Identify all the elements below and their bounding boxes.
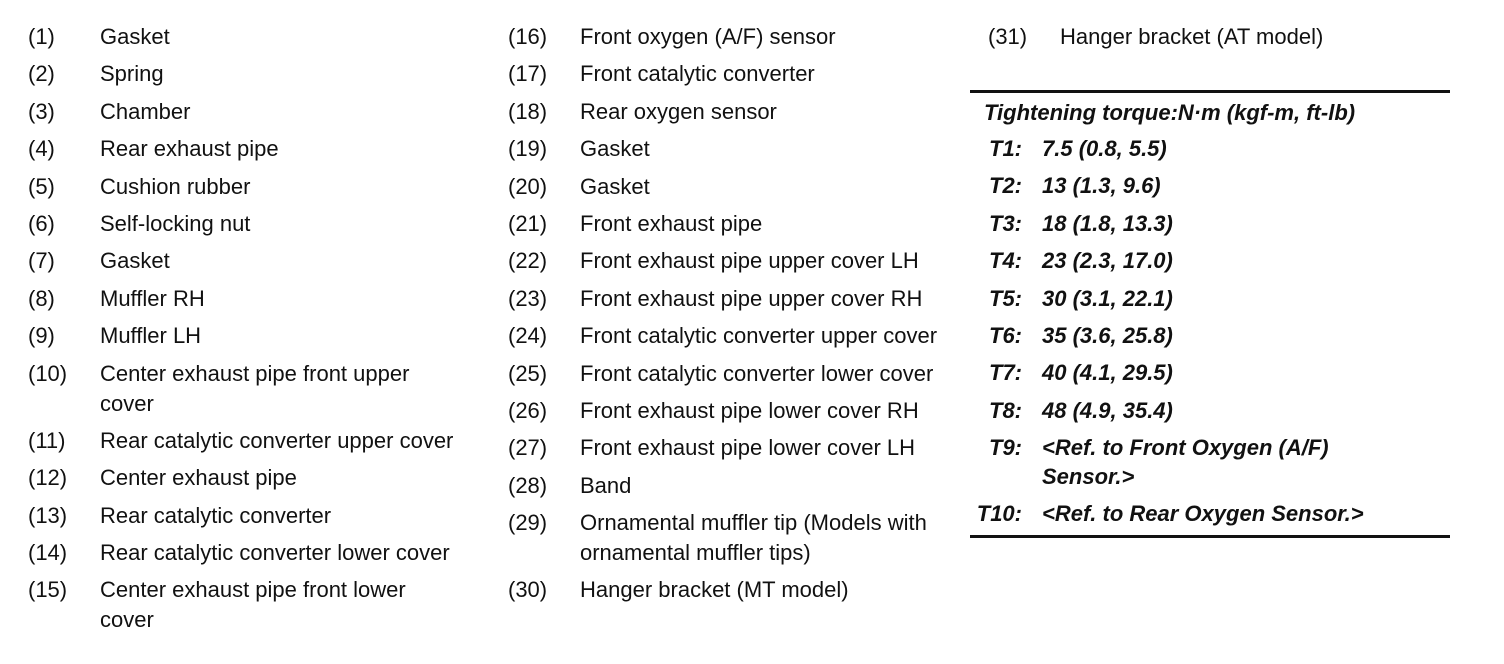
part-name: Gasket — [100, 248, 170, 274]
part-number: (18) — [508, 98, 548, 124]
part-row — [28, 426, 498, 456]
part-number: (10) — [28, 360, 68, 386]
part-name: Rear exhaust pipe — [100, 136, 279, 162]
part-number: (5) — [28, 173, 55, 199]
torque-key: T7: — [989, 360, 1022, 386]
part-name: Front catalytic converter lower cover — [580, 360, 934, 386]
part-number: (30) — [508, 577, 548, 603]
part-row — [508, 359, 968, 389]
torque-value: 13 (1.3, 9.6) — [1042, 173, 1161, 199]
part-row — [508, 97, 968, 127]
torque-key: T3: — [989, 210, 1022, 236]
part-number: (13) — [28, 502, 68, 528]
part-row — [28, 246, 498, 276]
torque-value: 40 (4.1, 29.5) — [1042, 360, 1173, 386]
part-name: Front exhaust pipe upper cover LH — [580, 248, 919, 274]
torque-row — [970, 171, 1450, 201]
part-name: Rear catalytic converter upper cover — [100, 427, 454, 453]
torque-key: T8: — [989, 397, 1022, 423]
part-name: Center exhaust pipe — [100, 465, 297, 491]
parts-list-column-2 — [508, 22, 968, 613]
part-number: (11) — [28, 427, 66, 453]
part-row — [508, 471, 968, 501]
part-number: (12) — [28, 465, 68, 491]
part-row — [28, 97, 498, 127]
part-row — [508, 508, 968, 568]
part-number: (23) — [508, 285, 548, 311]
parts-list-column-1 — [28, 22, 498, 643]
part-row — [28, 463, 498, 493]
torque-table-title: Tightening torque:N·m (kgf-m, ft-lb) — [984, 100, 1356, 125]
part-row — [28, 501, 498, 531]
part-name: Muffler LH — [100, 323, 202, 349]
part-name: Self-locking nut — [100, 210, 251, 236]
part-name: Center exhaust pipe front lower cover — [100, 577, 406, 633]
part-row — [508, 134, 968, 164]
part-row — [508, 209, 968, 239]
torque-row — [970, 358, 1450, 388]
part-number: (22) — [508, 248, 548, 274]
part-number: (31) — [988, 24, 1028, 49]
part-number: (1) — [28, 24, 55, 49]
torque-key: T2: — [989, 173, 1022, 199]
part-name: Front oxygen (A/F) sensor — [580, 24, 836, 49]
part-row — [28, 575, 498, 635]
part-number: (17) — [508, 61, 548, 87]
torque-key: T9: — [989, 435, 1022, 461]
torque-value: 48 (4.9, 35.4) — [1042, 397, 1173, 423]
torque-row — [970, 134, 1450, 164]
torque-value: 18 (1.8, 13.3) — [1042, 210, 1173, 236]
parts-list-column-3 — [988, 22, 1458, 59]
part-row — [28, 134, 498, 164]
part-number: (20) — [508, 173, 548, 199]
part-row — [28, 359, 498, 419]
torque-key: T10: — [976, 500, 1022, 526]
part-number: (2) — [28, 61, 55, 87]
part-name: Rear catalytic converter lower cover — [100, 540, 450, 566]
part-row — [28, 172, 498, 202]
part-name: Front catalytic converter upper cover — [580, 323, 938, 349]
part-name: Band — [580, 472, 632, 498]
torque-row — [970, 246, 1450, 276]
part-row — [28, 321, 498, 351]
part-number: (29) — [508, 510, 548, 536]
part-row — [28, 59, 498, 89]
part-number: (15) — [28, 577, 68, 603]
part-name: Hanger bracket (MT model) — [580, 577, 849, 603]
part-name: Ornamental muffler tip (Models with ornamental muffler tips) — [580, 510, 927, 566]
part-name: Gasket — [580, 173, 650, 199]
part-row — [508, 172, 968, 202]
torque-row — [970, 433, 1450, 491]
torque-key: T4: — [989, 248, 1022, 274]
part-row — [508, 246, 968, 276]
part-row — [508, 396, 968, 426]
torque-value: <Ref. to Rear Oxygen Sensor.> — [1042, 500, 1364, 526]
torque-key: T1: — [989, 136, 1022, 161]
torque-row — [970, 499, 1450, 529]
torque-key: T6: — [989, 322, 1022, 348]
part-number: (19) — [508, 136, 548, 162]
torque-row — [970, 321, 1450, 351]
part-row — [508, 321, 968, 351]
part-number: (21) — [508, 210, 548, 236]
part-row — [508, 433, 968, 463]
part-name: Front catalytic converter — [580, 61, 815, 87]
part-name: Front exhaust pipe lower cover RH — [580, 397, 919, 423]
part-number: (9) — [28, 323, 55, 349]
part-name: Gasket — [580, 136, 650, 162]
torque-value: 7.5 (0.8, 5.5) — [1042, 136, 1167, 161]
part-row — [508, 22, 968, 52]
part-row — [28, 284, 498, 314]
part-row — [988, 22, 1458, 52]
part-name: Front exhaust pipe — [580, 210, 763, 236]
torque-row — [970, 209, 1450, 239]
part-number: (24) — [508, 323, 548, 349]
part-number: (16) — [508, 24, 548, 49]
part-number: (26) — [508, 397, 548, 423]
part-row — [28, 209, 498, 239]
part-number: (28) — [508, 472, 548, 498]
part-name: Muffler RH — [100, 285, 205, 311]
part-row — [28, 538, 498, 568]
part-row — [28, 22, 498, 52]
torque-value: 35 (3.6, 25.8) — [1042, 322, 1173, 348]
part-name: Front exhaust pipe upper cover RH — [580, 285, 923, 311]
part-row — [508, 59, 968, 89]
part-name: Gasket — [100, 24, 170, 49]
part-name: Rear oxygen sensor — [580, 98, 777, 124]
torque-key: T5: — [989, 285, 1022, 311]
part-name: Front exhaust pipe lower cover LH — [580, 435, 916, 461]
part-name: Rear catalytic converter — [100, 502, 332, 528]
torque-value: <Ref. to Front Oxygen (A/F) Sensor.> — [1042, 435, 1329, 490]
part-name: Center exhaust pipe front upper cover — [100, 360, 410, 416]
part-number: (14) — [28, 540, 68, 566]
part-number: (25) — [508, 360, 548, 386]
tightening-torque-table — [970, 90, 1450, 538]
torque-row — [970, 396, 1450, 426]
part-name: Cushion rubber — [100, 173, 251, 199]
part-name: Hanger bracket (AT model) — [1060, 24, 1324, 49]
part-number: (4) — [28, 136, 55, 162]
part-number: (27) — [508, 435, 548, 461]
part-number: (8) — [28, 285, 55, 311]
part-name: Chamber — [100, 98, 191, 124]
torque-value: 30 (3.1, 22.1) — [1042, 285, 1173, 311]
torque-value: 23 (2.3, 17.0) — [1042, 248, 1173, 274]
part-number: (6) — [28, 210, 55, 236]
torque-row — [970, 284, 1450, 314]
part-number: (3) — [28, 98, 55, 124]
part-name: Spring — [100, 61, 164, 87]
part-row — [508, 575, 968, 605]
part-number: (7) — [28, 248, 55, 274]
part-row — [508, 284, 968, 314]
